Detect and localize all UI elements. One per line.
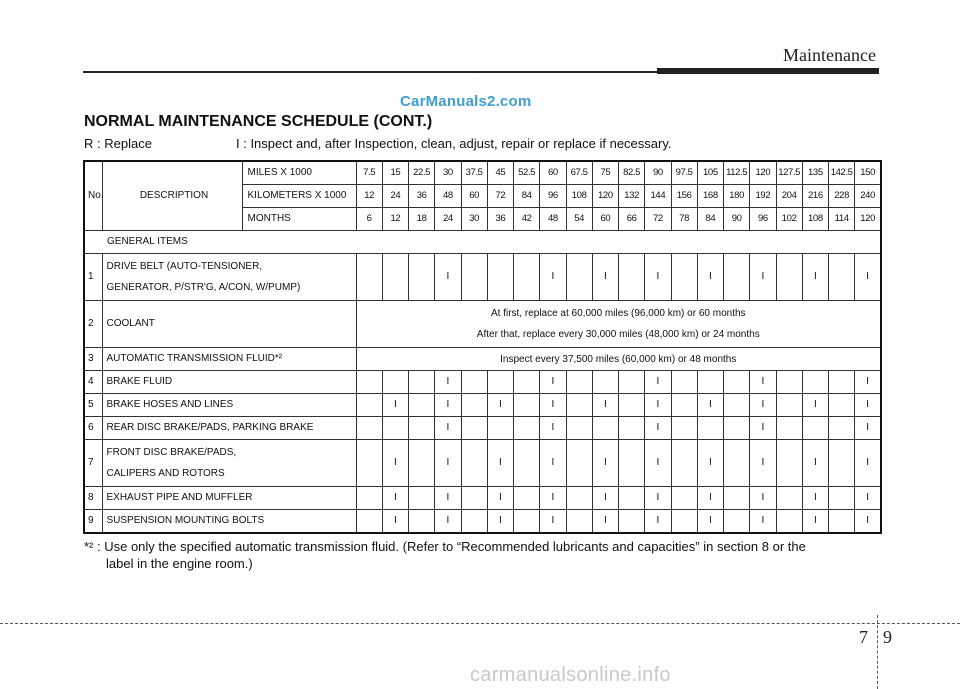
legend-inspect: I : Inspect and, after Inspection, clean, adjust, repair or replace if necessary.: [236, 136, 672, 151]
service-mark-cell: I: [802, 510, 828, 534]
table-row: [84, 254, 881, 301]
service-mark-cell: [776, 371, 802, 394]
service-mark-cell: [671, 417, 697, 440]
no-header: No.: [84, 161, 102, 231]
header-rule-right: [657, 68, 879, 74]
interval-miles-cell: 15: [382, 161, 408, 185]
interval-km-cell: 192: [750, 185, 776, 208]
interval-miles-cell: 142.5: [829, 161, 855, 185]
service-mark-cell: [409, 440, 435, 487]
interval-months-cell: 84: [697, 208, 723, 231]
legend-replace: R : Replace: [84, 136, 152, 151]
service-mark-cell: [671, 510, 697, 534]
service-mark-cell: I: [435, 510, 461, 534]
service-mark-cell: [671, 254, 697, 301]
service-mark-cell: I: [697, 394, 723, 417]
service-mark-cell: [776, 440, 802, 487]
service-mark-cell: [409, 254, 435, 301]
item-note: [356, 301, 881, 348]
service-mark-cell: I: [540, 254, 566, 301]
item-number: 9: [84, 510, 102, 534]
service-mark-cell: [566, 487, 592, 510]
service-mark-cell: [514, 417, 540, 440]
service-mark-cell: I: [435, 254, 461, 301]
interval-miles-cell: 120: [750, 161, 776, 185]
interval-miles-cell: 30: [435, 161, 461, 185]
item-description-line: SUSPENSION MOUNTING BOLTS: [106, 515, 265, 527]
service-mark-cell: [619, 417, 645, 440]
service-mark-cell: I: [802, 394, 828, 417]
service-mark-cell: I: [697, 440, 723, 487]
service-mark-cell: [776, 394, 802, 417]
service-mark-cell: I: [592, 510, 618, 534]
item-description: [102, 254, 356, 301]
service-mark-cell: I: [592, 394, 618, 417]
table-row: [84, 487, 881, 510]
interval-km-cell: 96: [540, 185, 566, 208]
service-mark-cell: I: [855, 371, 881, 394]
item-description: [102, 348, 356, 371]
interval-months-cell: 96: [750, 208, 776, 231]
service-mark-cell: I: [540, 371, 566, 394]
interval-miles-cell: 150: [855, 161, 881, 185]
interval-km-cell: 204: [776, 185, 802, 208]
item-description: [102, 371, 356, 394]
service-mark-cell: I: [435, 417, 461, 440]
interval-miles-cell: 67.5: [566, 161, 592, 185]
service-mark-cell: [724, 510, 750, 534]
service-mark-cell: I: [645, 417, 671, 440]
interval-miles-cell: 105: [697, 161, 723, 185]
interval-months-cell: 72: [645, 208, 671, 231]
service-mark-cell: I: [540, 510, 566, 534]
service-mark-cell: I: [435, 394, 461, 417]
interval-miles-cell: 97.5: [671, 161, 697, 185]
service-mark-cell: I: [855, 254, 881, 301]
service-mark-cell: I: [487, 394, 513, 417]
header-row-miles: [84, 161, 881, 185]
service-mark-cell: I: [592, 440, 618, 487]
interval-miles-cell: 45: [487, 161, 513, 185]
footnote-line-2: label in the engine room.): [106, 556, 253, 571]
interval-months-cell: 18: [409, 208, 435, 231]
service-mark-cell: I: [382, 487, 408, 510]
table-row: [84, 371, 881, 394]
interval-label-km: KILOMETERS X 1000: [242, 185, 356, 208]
service-mark-cell: I: [382, 440, 408, 487]
item-description-line: BRAKE HOSES AND LINES: [106, 399, 234, 411]
service-mark-cell: [829, 417, 855, 440]
service-mark-cell: I: [750, 417, 776, 440]
interval-km-cell: 156: [671, 185, 697, 208]
interval-km-cell: 24: [382, 185, 408, 208]
service-mark-cell: [697, 417, 723, 440]
interval-label-miles: MILES X 1000: [242, 161, 356, 185]
service-mark-cell: [724, 440, 750, 487]
page-number-value: 9: [883, 627, 892, 647]
service-mark-cell: [514, 254, 540, 301]
service-mark-cell: [829, 510, 855, 534]
header-rule-left: [83, 71, 657, 73]
service-mark-cell: [356, 487, 382, 510]
item-note-line: At first, replace at 60,000 miles (96,000 km) or 60 months: [490, 308, 746, 319]
section-title: Maintenance: [783, 45, 876, 65]
interval-months-cell: 102: [776, 208, 802, 231]
interval-miles-cell: 7.5: [356, 161, 382, 185]
service-mark-cell: [382, 371, 408, 394]
service-mark-cell: [724, 417, 750, 440]
interval-km-cell: 180: [724, 185, 750, 208]
service-mark-cell: [802, 417, 828, 440]
item-description-line: DRIVE BELT (AUTO-TENSIONER,: [106, 261, 263, 272]
service-mark-cell: [461, 440, 487, 487]
interval-months-cell: 48: [540, 208, 566, 231]
service-mark-cell: I: [645, 440, 671, 487]
service-mark-cell: I: [487, 510, 513, 534]
interval-months-cell: 90: [724, 208, 750, 231]
interval-miles-cell: 127.5: [776, 161, 802, 185]
interval-miles-cell: 135: [802, 161, 828, 185]
item-description: [102, 440, 356, 487]
service-mark-cell: I: [855, 394, 881, 417]
service-mark-cell: [461, 394, 487, 417]
item-description-line: EXHAUST PIPE AND MUFFLER: [106, 492, 253, 504]
table-row: [84, 348, 881, 371]
service-mark-cell: [514, 371, 540, 394]
service-mark-cell: I: [592, 254, 618, 301]
chapter-number: 7: [859, 627, 868, 647]
service-mark-cell: [514, 440, 540, 487]
table-row: [84, 510, 881, 534]
service-mark-cell: [829, 394, 855, 417]
footer-dashed-rule: [0, 623, 960, 624]
table-row: [84, 417, 881, 440]
watermark-top[interactable]: CarManuals2.com: [400, 93, 532, 110]
description-header: DESCRIPTION: [102, 161, 242, 231]
interval-km-cell: 240: [855, 185, 881, 208]
service-mark-cell: [829, 254, 855, 301]
general-items-label: GENERAL ITEMS: [84, 231, 881, 254]
item-description: [102, 301, 356, 348]
interval-km-cell: 144: [645, 185, 671, 208]
service-mark-cell: [487, 254, 513, 301]
service-mark-cell: [619, 394, 645, 417]
service-mark-cell: [776, 487, 802, 510]
service-mark-cell: [566, 440, 592, 487]
interval-miles-cell: 90: [645, 161, 671, 185]
service-mark-cell: [356, 371, 382, 394]
item-number: 8: [84, 487, 102, 510]
service-mark-cell: [514, 510, 540, 534]
service-mark-cell: [802, 371, 828, 394]
service-mark-cell: [671, 440, 697, 487]
service-mark-cell: I: [750, 254, 776, 301]
service-mark-cell: [356, 254, 382, 301]
interval-km-cell: 216: [802, 185, 828, 208]
service-mark-cell: I: [645, 487, 671, 510]
table-row: [84, 301, 881, 348]
service-mark-cell: [776, 510, 802, 534]
item-number: 6: [84, 417, 102, 440]
service-mark-cell: [356, 417, 382, 440]
service-mark-cell: I: [540, 440, 566, 487]
item-number: 1: [84, 254, 102, 301]
item-description-line: REAR DISC BRAKE/PADS, PARKING BRAKE: [106, 422, 314, 434]
interval-km-cell: 120: [592, 185, 618, 208]
interval-miles-cell: 52.5: [514, 161, 540, 185]
item-number: 5: [84, 394, 102, 417]
service-mark-cell: I: [540, 487, 566, 510]
table-row: [84, 440, 881, 487]
service-mark-cell: I: [697, 510, 723, 534]
service-mark-cell: I: [697, 254, 723, 301]
interval-km-cell: 72: [487, 185, 513, 208]
watermark-bottom[interactable]: carmanualsonline.info: [470, 664, 671, 686]
interval-km-cell: 60: [461, 185, 487, 208]
maintenance-schedule-table: [83, 160, 882, 534]
service-mark-cell: [409, 510, 435, 534]
interval-miles-cell: 82.5: [619, 161, 645, 185]
service-mark-cell: I: [855, 417, 881, 440]
service-mark-cell: [829, 487, 855, 510]
service-mark-cell: [724, 394, 750, 417]
item-number: 2: [84, 301, 102, 348]
item-number: 4: [84, 371, 102, 394]
service-mark-cell: [619, 510, 645, 534]
service-mark-cell: [776, 254, 802, 301]
item-number: 7: [84, 440, 102, 487]
service-mark-cell: I: [382, 394, 408, 417]
general-items-row: [84, 231, 881, 254]
service-mark-cell: [514, 394, 540, 417]
interval-km-cell: 36: [409, 185, 435, 208]
service-mark-cell: I: [645, 254, 671, 301]
item-description: [102, 487, 356, 510]
service-mark-cell: [382, 417, 408, 440]
service-mark-cell: [671, 487, 697, 510]
service-mark-cell: [487, 417, 513, 440]
service-mark-cell: [566, 510, 592, 534]
interval-miles-cell: 112.5: [724, 161, 750, 185]
item-note: [356, 348, 881, 371]
interval-months-cell: 60: [592, 208, 618, 231]
service-mark-cell: I: [540, 417, 566, 440]
service-mark-cell: [724, 487, 750, 510]
service-mark-cell: I: [750, 371, 776, 394]
service-mark-cell: [356, 510, 382, 534]
item-description: [102, 417, 356, 440]
service-mark-cell: [566, 254, 592, 301]
service-mark-cell: [461, 417, 487, 440]
footnote-line-1: *² : Use only the specified automatic transmission fluid. (Refer to “Recommended lubricants and capacities” in section 8 or the: [84, 539, 806, 554]
service-mark-cell: [776, 417, 802, 440]
service-mark-cell: I: [855, 510, 881, 534]
service-mark-cell: I: [802, 440, 828, 487]
service-mark-cell: [566, 371, 592, 394]
interval-km-cell: 84: [514, 185, 540, 208]
interval-label-months: MONTHS: [242, 208, 356, 231]
interval-km-cell: 108: [566, 185, 592, 208]
service-mark-cell: [619, 371, 645, 394]
service-mark-cell: [619, 487, 645, 510]
service-mark-cell: I: [645, 371, 671, 394]
service-mark-cell: I: [435, 371, 461, 394]
item-description: [102, 510, 356, 534]
interval-months-cell: 36: [487, 208, 513, 231]
service-mark-cell: [409, 417, 435, 440]
service-mark-cell: I: [540, 394, 566, 417]
interval-months-cell: 54: [566, 208, 592, 231]
interval-months-cell: 66: [619, 208, 645, 231]
service-mark-cell: I: [645, 394, 671, 417]
item-description-line: COOLANT: [106, 318, 155, 330]
interval-km-cell: 168: [697, 185, 723, 208]
service-mark-cell: [461, 254, 487, 301]
service-mark-cell: [619, 254, 645, 301]
item-description-line: AUTOMATIC TRANSMISSION FLUID*²: [106, 353, 283, 365]
service-mark-cell: I: [487, 440, 513, 487]
page-fold-dashed-rule: [877, 615, 878, 689]
interval-miles-cell: 75: [592, 161, 618, 185]
service-mark-cell: [356, 440, 382, 487]
service-mark-cell: [382, 254, 408, 301]
service-mark-cell: I: [802, 487, 828, 510]
interval-months-cell: 30: [461, 208, 487, 231]
item-description-line: CALIPERS AND ROTORS: [106, 468, 225, 479]
service-mark-cell: I: [592, 487, 618, 510]
interval-miles-cell: 22.5: [409, 161, 435, 185]
service-mark-cell: [619, 440, 645, 487]
interval-months-cell: 78: [671, 208, 697, 231]
service-mark-cell: I: [750, 440, 776, 487]
service-mark-cell: [461, 371, 487, 394]
service-mark-cell: [697, 371, 723, 394]
service-mark-cell: [592, 371, 618, 394]
service-mark-cell: I: [855, 487, 881, 510]
service-mark-cell: I: [855, 440, 881, 487]
page-title: NORMAL MAINTENANCE SCHEDULE (CONT.): [84, 113, 433, 130]
interval-months-cell: 114: [829, 208, 855, 231]
service-mark-cell: [592, 417, 618, 440]
service-mark-cell: [461, 487, 487, 510]
service-mark-cell: [487, 371, 513, 394]
service-mark-cell: [356, 394, 382, 417]
interval-miles-cell: 60: [540, 161, 566, 185]
item-description-line: GENERATOR, P/STR'G, A/CON, W/PUMP): [106, 282, 301, 293]
service-mark-cell: [671, 394, 697, 417]
interval-km-cell: 228: [829, 185, 855, 208]
service-mark-cell: I: [435, 440, 461, 487]
interval-months-cell: 108: [802, 208, 828, 231]
service-mark-cell: [409, 487, 435, 510]
interval-km-cell: 48: [435, 185, 461, 208]
footnote: [84, 538, 884, 572]
service-mark-cell: [566, 417, 592, 440]
service-mark-cell: I: [750, 510, 776, 534]
item-description-line: BRAKE FLUID: [106, 376, 173, 388]
interval-km-cell: 12: [356, 185, 382, 208]
item-note-line: Inspect every 37,500 miles (60,000 km) or 48 months: [500, 353, 737, 365]
service-mark-cell: [409, 371, 435, 394]
service-mark-cell: [461, 510, 487, 534]
service-mark-cell: I: [487, 487, 513, 510]
service-mark-cell: [829, 440, 855, 487]
service-mark-cell: I: [697, 487, 723, 510]
service-mark-cell: I: [802, 254, 828, 301]
service-mark-cell: I: [645, 510, 671, 534]
item-number: 3: [84, 348, 102, 371]
service-mark-cell: [514, 487, 540, 510]
item-description-line: FRONT DISC BRAKE/PADS,: [106, 447, 237, 458]
service-mark-cell: [671, 371, 697, 394]
interval-months-cell: 6: [356, 208, 382, 231]
item-description: [102, 394, 356, 417]
service-mark-cell: [566, 394, 592, 417]
service-mark-cell: [409, 394, 435, 417]
service-mark-cell: [724, 254, 750, 301]
interval-months-cell: 120: [855, 208, 881, 231]
service-mark-cell: I: [382, 510, 408, 534]
interval-months-cell: 42: [514, 208, 540, 231]
service-mark-cell: [724, 371, 750, 394]
service-mark-cell: I: [435, 487, 461, 510]
interval-km-cell: 132: [619, 185, 645, 208]
service-mark-cell: I: [750, 394, 776, 417]
interval-miles-cell: 37.5: [461, 161, 487, 185]
service-mark-cell: I: [750, 487, 776, 510]
interval-months-cell: 24: [435, 208, 461, 231]
service-mark-cell: [829, 371, 855, 394]
item-note-line: After that, replace every 30,000 miles (48,000 km) or 24 months: [476, 329, 760, 340]
table-row: [84, 394, 881, 417]
interval-months-cell: 12: [382, 208, 408, 231]
